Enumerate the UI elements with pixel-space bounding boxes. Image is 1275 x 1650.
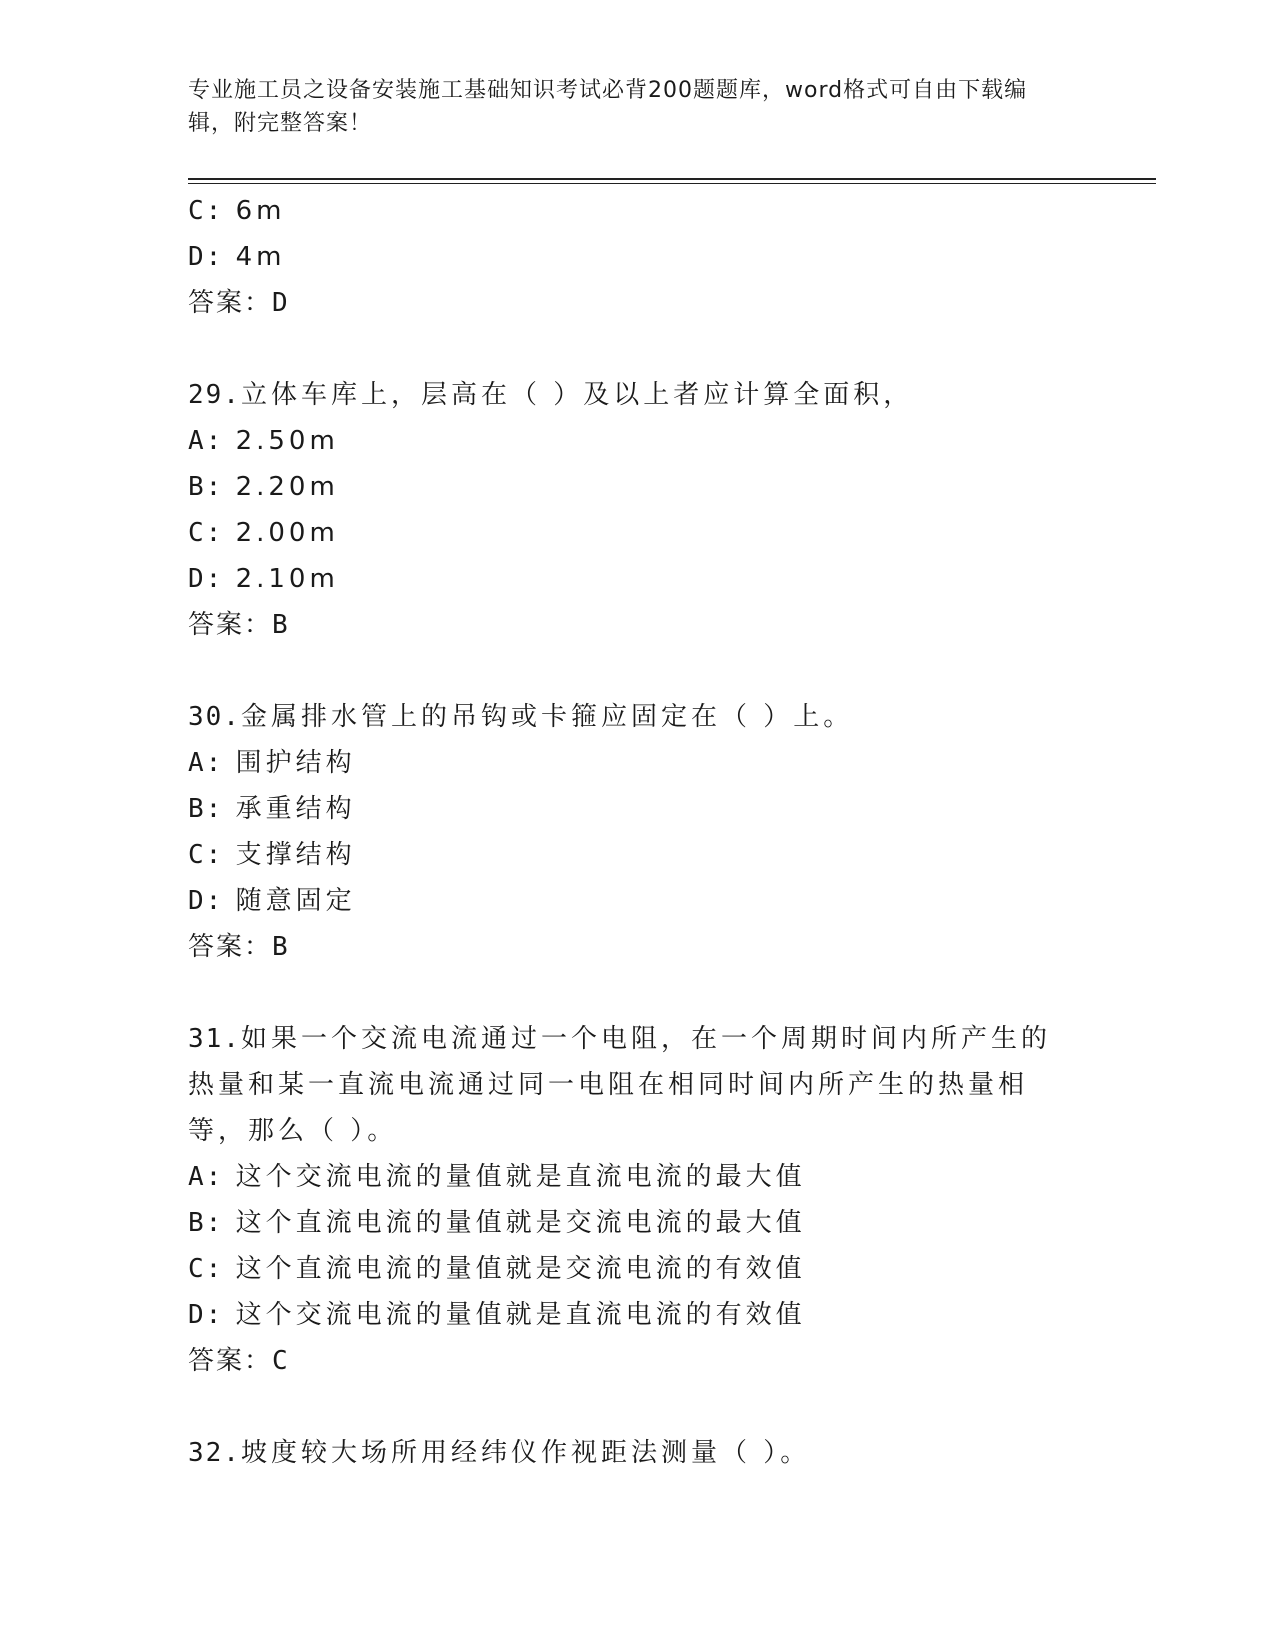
question-29 xyxy=(188,372,1088,648)
question-stem: 29.立体车库上，层高在（ ）及以上者应计算全面积， xyxy=(188,380,914,410)
question-stem: 32.坡度较大场所用经纬仪作视距法测量（ ）。 xyxy=(188,1438,811,1468)
option-b: B: 这个直流电流的量值就是交流电流的最大值 xyxy=(188,1208,806,1238)
option-d: D: 2.10m xyxy=(188,564,339,594)
option-c: C: 支撑结构 xyxy=(188,840,356,870)
header-rule-thick xyxy=(188,178,1156,180)
option-a: A: 围护结构 xyxy=(188,748,356,778)
option-b: B: 2.20m xyxy=(188,472,339,502)
document-header: 专业施工员之设备安装施工基础知识考试必背200题题库，word格式可自由下载编辑，附完整答案！ xyxy=(188,78,1028,136)
option-d: D: 4m xyxy=(188,242,286,272)
option-a: A: 2.50m xyxy=(188,426,339,456)
option-c: C: 这个直流电流的量值就是交流电流的有效值 xyxy=(188,1254,806,1284)
option-d: D: 随意固定 xyxy=(188,886,356,916)
question-32 xyxy=(188,1430,1088,1476)
header-rule-thin xyxy=(188,183,1156,184)
carryover-block xyxy=(188,188,1088,326)
answer-line: 答案：B xyxy=(188,932,290,962)
option-c: C: 6m xyxy=(188,196,286,226)
question-stem: 30.金属排水管上的吊钩或卡箍应固定在（ ）上。 xyxy=(188,702,854,732)
answer-line: 答案：D xyxy=(188,288,290,318)
document-body xyxy=(188,188,1088,1476)
answer-line: 答案：B xyxy=(188,610,290,640)
question-30 xyxy=(188,694,1088,970)
question-stem: 31.如果一个交流电流通过一个电阻，在一个周期时间内所产生的热量和某一直流电流通过同一电阻在相同时间内所产生的热量相等，那么（ ）。 xyxy=(188,1024,1051,1146)
option-d: D: 这个交流电流的量值就是直流电流的有效值 xyxy=(188,1300,806,1330)
option-a: A: 这个交流电流的量值就是直流电流的最大值 xyxy=(188,1162,806,1192)
option-b: B: 承重结构 xyxy=(188,794,356,824)
option-c: C: 2.00m xyxy=(188,518,339,548)
question-31 xyxy=(188,1016,1088,1384)
answer-line: 答案：C xyxy=(188,1346,290,1376)
